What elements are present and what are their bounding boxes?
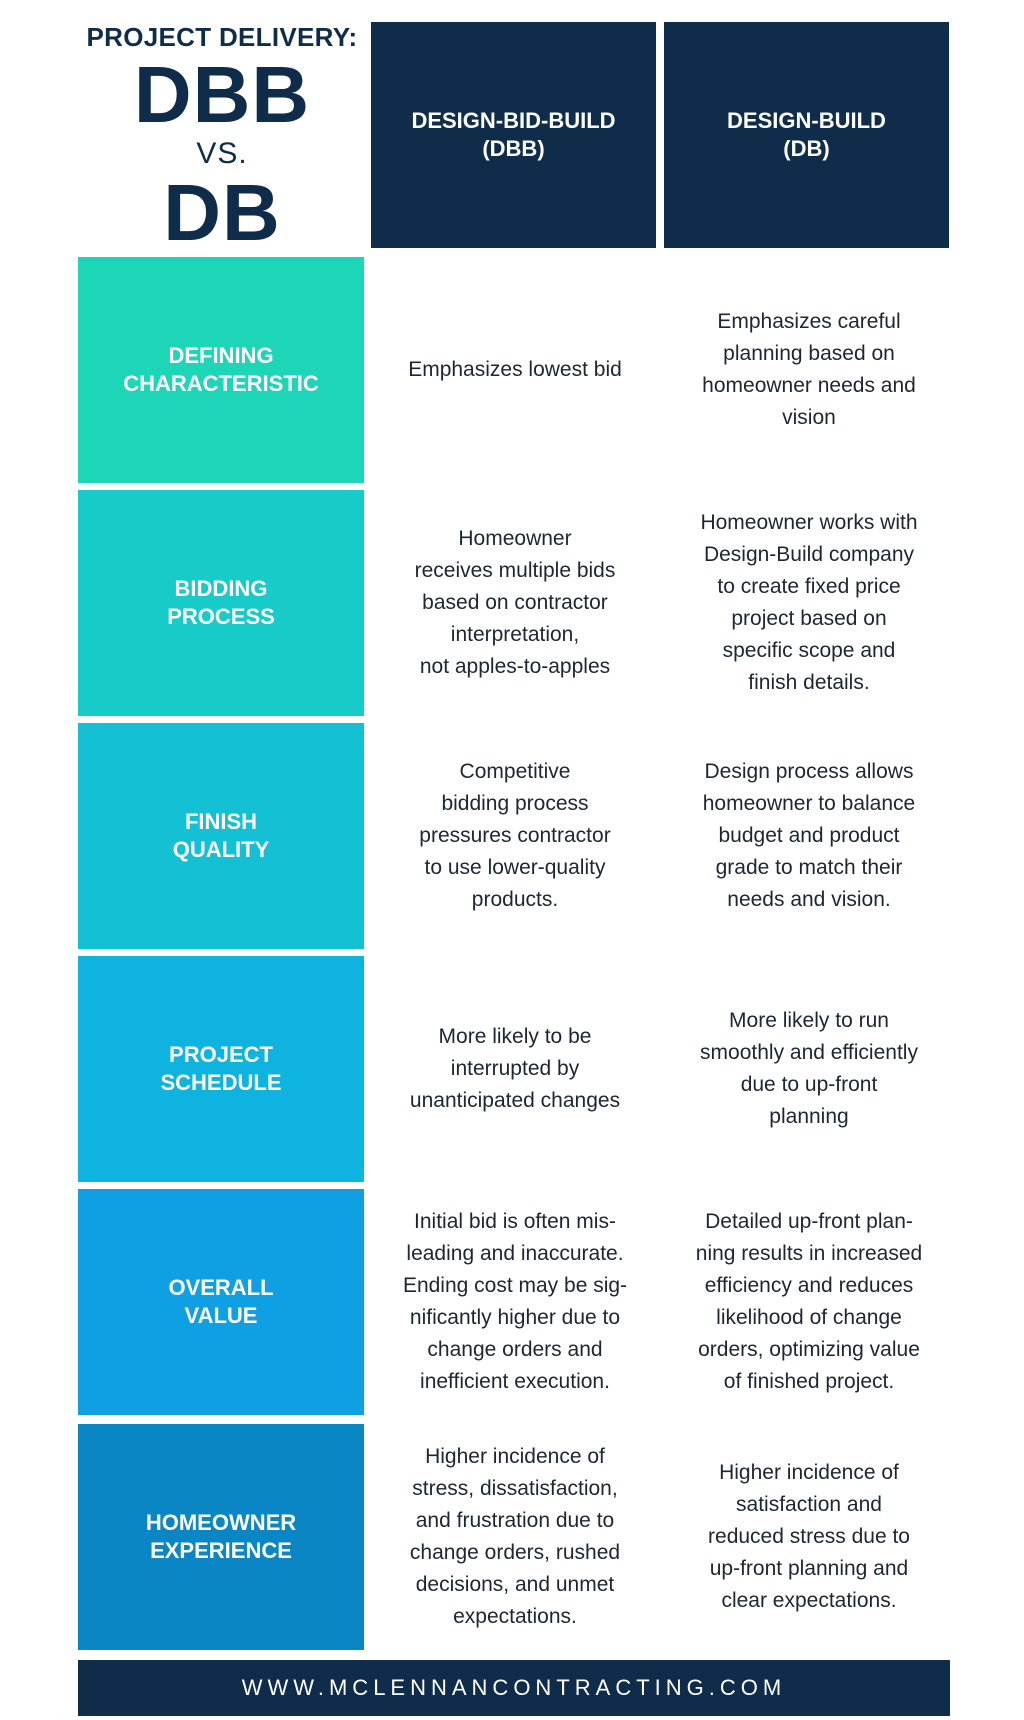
cell-dbb-finish-quality: Competitive bidding process pressures contractor to use lower-quality products. <box>419 760 611 911</box>
cell-dbb-overall-value: Initial bid is often mis- leading and inaccurate. Ending cost may be sig- nificantly higher due to change orders and inefficient execution. <box>402 1210 628 1393</box>
title-block <box>78 22 366 255</box>
column-header-dbb <box>371 22 656 248</box>
cell-db-finish-quality: Design process allows homeowner to balance budget and product grade to match their needs and vision. <box>702 760 916 911</box>
cell-dbb-defining-characteristic: Emphasizes lowest bid <box>408 358 622 381</box>
column-header-db <box>664 22 949 248</box>
row-label-line2: CHARACTERISTIC <box>123 371 319 396</box>
cell-dbb-project-schedule: More likely to be interrupted by unanticipated changes <box>409 1025 621 1112</box>
title-top: PROJECT DELIVERY: <box>86 22 358 52</box>
row-label-line2: VALUE <box>184 1303 258 1328</box>
column-header-db-line2: (DB) <box>783 136 830 161</box>
row-label-overall-value <box>78 1189 364 1415</box>
cell-db-bidding-process: Homeowner works with Design-Build company to create fixed price project based on specific scope and finish details. <box>700 511 918 694</box>
footer-website[interactable]: WWW.MCLENNANCONTRACTING.COM <box>78 1660 950 1716</box>
row-label-bidding-process <box>78 490 364 716</box>
cell-db-project-schedule: More likely to run smoothly and efficiently due to up-front planning <box>700 1009 918 1128</box>
row-label-finish-quality <box>78 723 364 949</box>
row-label-line2: QUALITY <box>172 837 270 862</box>
title-vs: VS. <box>196 137 248 170</box>
row-label-line1: OVERALL <box>168 1275 274 1300</box>
row-label-line1: PROJECT <box>169 1042 273 1067</box>
row-label-line1: DEFINING <box>168 343 274 368</box>
row-label-homeowner-experience <box>78 1424 364 1650</box>
column-header-dbb-line2: (DBB) <box>482 136 545 161</box>
cell-db-overall-value: Detailed up-front plan- ning results in increased efficiency and reduces likelihood of change orders, optimizing value of finished project. <box>695 1210 923 1393</box>
row-label-defining-characteristic <box>78 257 364 483</box>
row-label-line2: SCHEDULE <box>160 1070 282 1095</box>
row-label-line1: FINISH <box>184 809 258 834</box>
cell-db-homeowner-experience: Higher incidence of satisfaction and reduced stress due to up-front planning and clear expectations. <box>708 1461 910 1612</box>
row-label-line1: HOMEOWNER <box>145 1510 297 1535</box>
row-label-line2: EXPERIENCE <box>150 1538 292 1563</box>
title-dbb: DBB <box>133 50 311 139</box>
cell-db-defining-characteristic: Emphasizes careful planning based on homeowner needs and vision <box>702 310 916 429</box>
title-db: DB <box>163 168 281 257</box>
column-header-db-line1: DESIGN-BUILD <box>727 108 886 133</box>
cell-dbb-bidding-process: Homeowner receives multiple bids based on contractor interpretation, not apples-to-apples <box>414 527 616 678</box>
cell-dbb-homeowner-experience: Higher incidence of stress, dissatisfaction, and frustration due to change orders, rushed decisions, and unmet expectations. <box>409 1445 621 1628</box>
row-label-line2: PROCESS <box>167 604 275 629</box>
column-header-dbb-line1: DESIGN-BID-BUILD <box>411 108 616 133</box>
row-label-line1: BIDDING <box>174 576 268 601</box>
row-label-project-schedule <box>78 956 364 1182</box>
